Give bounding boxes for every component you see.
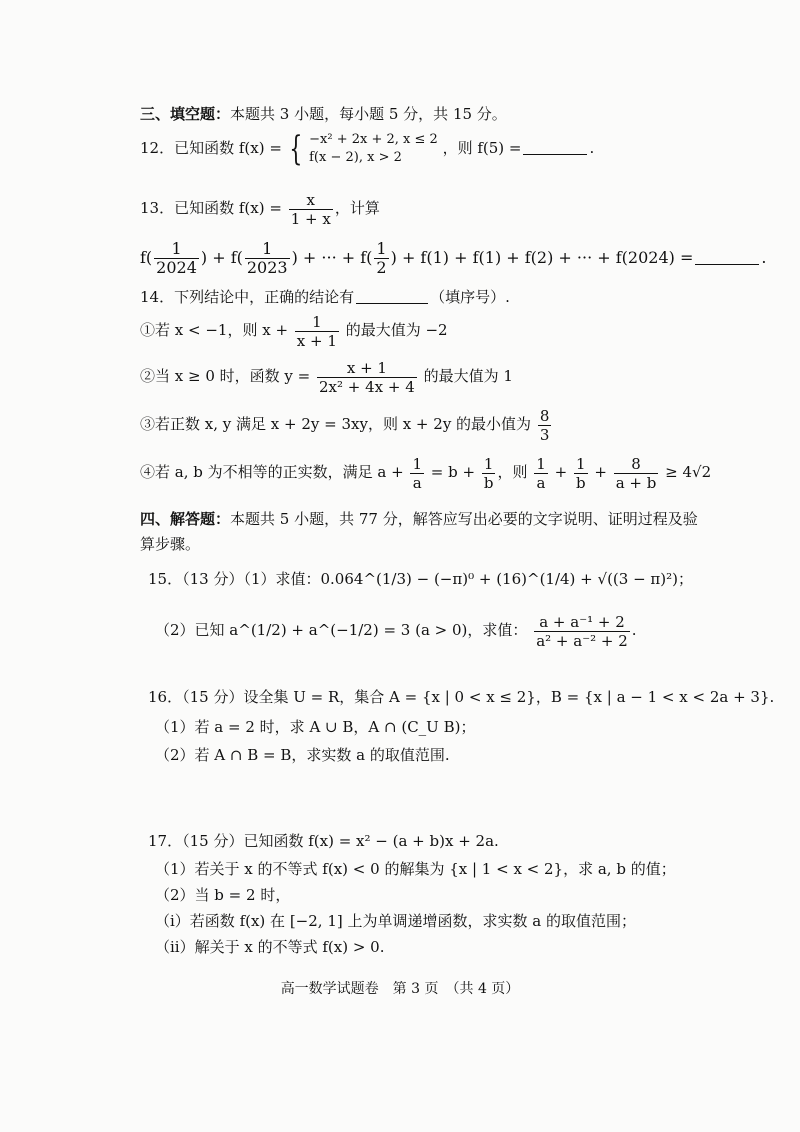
statement-3	[140, 404, 553, 444]
section-4-heading: 四、解答题：	[140, 510, 231, 528]
q13-term-2	[245, 240, 290, 277]
question-16	[148, 686, 774, 708]
term-denominator: 2023	[246, 258, 288, 277]
q15-part-2-pre: （2）已知 a^(1/2) + a^(−1/2) = 3 (a > 0)，求值：	[155, 621, 528, 639]
term-denominator: 2024	[156, 258, 197, 277]
q13-numerator: x	[289, 191, 333, 210]
statement-3-pre: ③若正数 x, y 满足 x + 2y = 3xy，则 x + 2y 的最小值为	[140, 415, 532, 433]
statement-2	[140, 356, 513, 396]
fraction-numerator: 8	[614, 455, 659, 474]
statement-1-pre: ①若 x < −1，则 x +	[140, 321, 289, 339]
term-denominator: 2	[376, 258, 387, 277]
fraction-numerator: 1	[574, 455, 588, 474]
statement-1	[140, 310, 448, 350]
question-17	[148, 830, 499, 852]
q13-term-1	[154, 240, 199, 277]
q12-case-2: f(x − 2), x > 2	[309, 150, 402, 165]
fraction-denominator: x + 1	[296, 331, 337, 350]
q13-tail: ) + f(1) + f(1) + f(2) + ··· + f(2024) =	[390, 248, 694, 267]
section-4-header	[140, 508, 698, 530]
statement-2-post: 的最大值为 1	[423, 367, 513, 385]
q16-part-1: （1）若 a = 2 时，求 A ∪ B，A ∩ (C_U B)；	[155, 718, 476, 736]
q17-part-2-ii: （ii）解关于 x 的不等式 f(x) > 0.	[155, 938, 385, 956]
q12-cases	[309, 131, 438, 167]
fraction-denominator: b	[483, 473, 494, 492]
s4-mid-1: = b +	[430, 463, 476, 481]
q17-part-2: （2）当 b = 2 时，	[155, 886, 291, 904]
q12-post: ，则 f(5) =	[442, 139, 522, 157]
section-3-heading: 三、填空题：	[140, 105, 231, 123]
q12-number: 12．	[140, 139, 175, 157]
statement-1-post: 的最大值为 −2	[345, 321, 448, 339]
fraction-numerator: 1	[536, 454, 546, 473]
q15-score: （13 分）	[182, 570, 244, 588]
s4-frac-8-over-apb	[614, 455, 659, 492]
q15-number: 15．	[148, 570, 183, 588]
s4-frac-1-over-a	[410, 455, 424, 492]
question-14	[140, 286, 510, 308]
s4-frac-1-over-b-2	[574, 455, 588, 492]
s4-mid-2: ，则	[497, 463, 528, 481]
section-4-desc-2: 算步骤。	[140, 535, 201, 553]
q15-part-2: （2）已知 a^(1/2) + a^(−1/2) = 3 (a > 0)，求值： $\frac{\text{a + a⁻¹ + 2}}{\text{a² + a⁻² + 2}}$ .	[155, 612, 637, 650]
q17-number: 17．	[148, 832, 183, 850]
statement-3-fraction	[538, 407, 552, 444]
fraction-denominator: a	[412, 473, 422, 492]
q13-fraction	[289, 191, 333, 228]
q12-pre: 已知函数 f(x) =	[174, 139, 282, 157]
fraction-denominator: b	[575, 473, 586, 492]
statement-4-pre: ④若 a, b 为不相等的正实数，满足 a +	[140, 463, 404, 481]
plus-sign: +	[554, 463, 568, 481]
q13-term-3	[374, 240, 388, 277]
page-footer: 高一数学试题卷 第 3 页 （共 4 页）	[280, 981, 520, 997]
term-numerator: 1	[376, 239, 387, 258]
q16-number: 16．	[148, 688, 183, 706]
q17-text: （15 分）已知函数 f(x) = x² − (a + b)x + 2a.	[182, 832, 499, 850]
s4-frac-1-over-b	[482, 455, 496, 492]
q13-denominator: 1 + x	[290, 209, 331, 228]
q14-text: 下列结论中，正确的结论有	[174, 288, 355, 306]
s4-frac-1-over-a-2	[534, 455, 548, 492]
fraction-denominator: a² + a⁻² + 2	[536, 631, 628, 650]
answer-blank[interactable]	[695, 250, 759, 265]
answer-blank[interactable]	[356, 289, 428, 304]
q13-pre: 已知函数 f(x) =	[174, 199, 282, 217]
answer-blank[interactable]	[523, 140, 587, 155]
section-3-desc: 本题共 3 小题，每小题 5 分，共 15 分。	[230, 105, 507, 123]
fraction-denominator: a	[536, 473, 546, 492]
fraction-numerator: 8	[539, 406, 550, 425]
fraction-denominator: 3	[539, 425, 550, 444]
fraction-numerator: x + 1	[317, 359, 417, 378]
plus-sign: +	[594, 463, 607, 481]
fraction-numerator: a + a⁻¹ + 2	[534, 613, 630, 632]
fraction-numerator: 1	[482, 455, 496, 474]
q16-part-2: （2）若 A ∩ B = B，求实数 a 的取值范围.	[155, 746, 450, 764]
q16-text: （15 分）设全集 U = R，集合 A = {x | 0 < x ≤ 2}，B = {x | a − 1 < x < 2a + 3}.	[182, 688, 775, 706]
q13-number: 13．	[140, 199, 175, 217]
q15-fraction	[534, 613, 630, 650]
q13-sum-line: f( $\frac{1}{2024}$ ) + f( $\frac{1}{2023}$ ) + ··· + f( $\frac{1}{2}$ ) + f(1) + f(1) + f(2) + ··· + f(2024) = .	[140, 239, 767, 277]
term-numerator: 1	[154, 240, 199, 259]
q12-case-1: −x² + 2x + 2, x ≤ 2	[309, 132, 438, 147]
s4-tail: ≥ 4√2	[665, 463, 712, 481]
fraction-denominator: a + b	[615, 473, 657, 492]
q17-part-1: （1）若关于 x 的不等式 f(x) < 0 的解集为 {x | 1 < x < 2}，求 a, b 的值；	[155, 860, 676, 878]
q15-part-1: （1）求值：0.064^(1/3) − (−π)⁰ + (16)^(1/4) + √((3 − π)²)；	[243, 570, 693, 588]
statement-2-pre: ②当 x ≥ 0 时，函数 y =	[140, 367, 311, 385]
fraction-numerator: 1	[295, 313, 339, 332]
statement-4	[140, 452, 711, 492]
question-13	[140, 188, 380, 228]
fraction-denominator: 2x² + 4x + 4	[319, 377, 415, 396]
question-12: 12．已知函数 f(x) = { −x² + 2x + 2, x ≤ 2 f(x − 2), x > 2 ，则 f(5) = .	[140, 129, 595, 169]
piecewise-brace: {	[289, 129, 303, 169]
section-4-desc-1: 本题共 5 小题，共 77 分，解答应写出必要的文字说明、证明过程及验	[230, 510, 698, 528]
term-numerator: 1	[245, 240, 290, 259]
statement-1-fraction	[295, 313, 339, 350]
q14-number: 14．	[140, 288, 175, 306]
question-15	[148, 568, 693, 590]
fraction-numerator: 1	[412, 454, 422, 473]
statement-2-fraction	[317, 359, 417, 396]
q13-post: ，计算	[334, 199, 380, 217]
q17-part-2-i: （i）若函数 f(x) 在 [−2, 1] 上为单调递增函数，求实数 a 的取值范围；	[155, 912, 636, 930]
q14-suffix: （填序号）.	[430, 288, 510, 306]
section-3-header	[140, 103, 507, 125]
